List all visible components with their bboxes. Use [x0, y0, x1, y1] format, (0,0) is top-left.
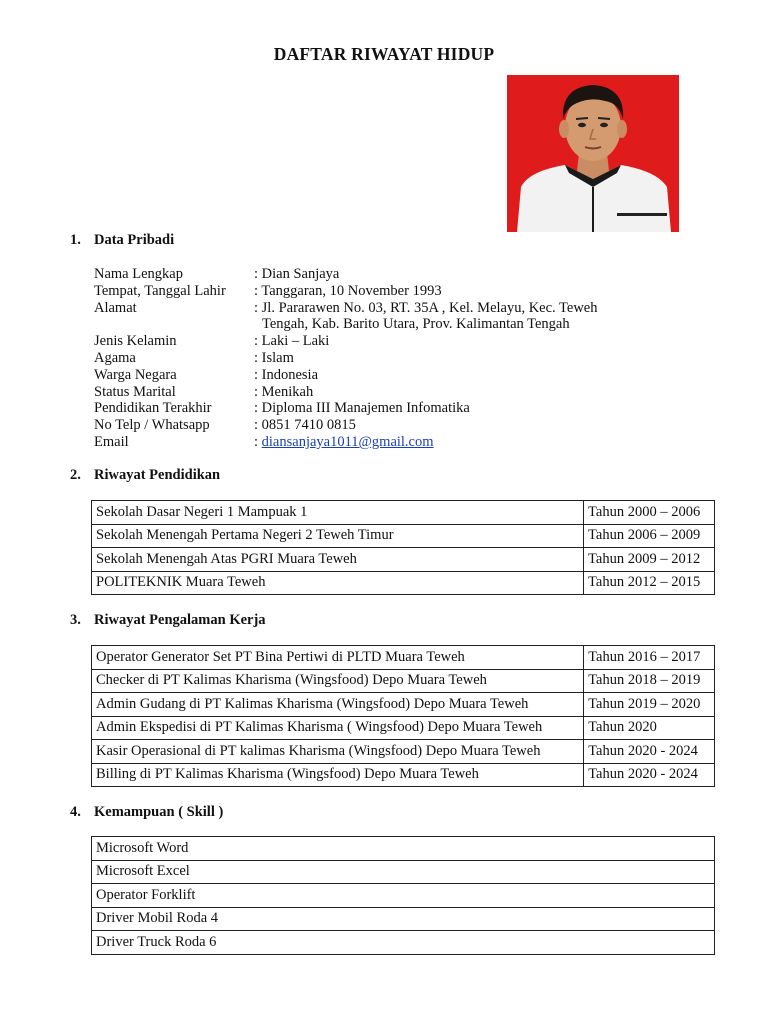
table-cell: POLITEKNIK Muara Teweh [92, 571, 584, 595]
section-number: 4. [70, 804, 81, 820]
table-cell: Tahun 2020 - 2024 [584, 763, 715, 787]
section-title: Kemampuan ( Skill ) [94, 804, 224, 820]
profile-photo [507, 75, 679, 232]
section-number: 3. [70, 612, 81, 628]
info-value: : Laki – Laki [254, 333, 330, 350]
info-label: Alamat [94, 299, 137, 316]
table-cell: Driver Mobil Roda 4 [92, 907, 715, 931]
info-label: Nama Lengkap [94, 266, 183, 282]
address-line-1: : Jl. Pararawen No. 03, RT. 35A , Kel. Melayu, Kec. Teweh [254, 299, 598, 316]
section-title: Data Pribadi [94, 232, 175, 248]
info-row-education [94, 400, 624, 417]
info-value: : Dian Sanjaya [254, 266, 340, 282]
table-cell: Billing di PT Kalimas Kharisma (Wingsfood) Depo Muara Teweh [92, 763, 584, 787]
skills-table [91, 836, 715, 955]
info-label: Email [94, 433, 129, 450]
table-cell: Microsoft Word [92, 837, 715, 861]
table-row [92, 931, 715, 955]
info-label: Jenis Kelamin [94, 333, 177, 350]
table-row [92, 860, 715, 884]
info-value: : Tanggaran, 10 November 1993 [254, 282, 442, 299]
education-table [91, 500, 715, 595]
table-cell: Tahun 2006 – 2009 [584, 524, 715, 548]
info-value: : Indonesia [254, 366, 319, 383]
table-row [92, 716, 715, 740]
table-cell: Admin Ekspedisi di PT Kalimas Kharisma ( Wingsfood) Depo Muara Teweh [92, 716, 584, 740]
table-cell: Tahun 2020 [584, 716, 715, 740]
section-work-heading [70, 612, 266, 629]
info-value: : 0851 7410 0815 [254, 417, 356, 434]
table-row [92, 524, 715, 548]
info-row-name [94, 266, 624, 283]
info-row-email [94, 434, 624, 451]
table-row [92, 501, 715, 525]
table-cell: Sekolah Dasar Negeri 1 Mampuak 1 [92, 501, 584, 525]
table-cell: Checker di PT Kalimas Kharisma (Wingsfood) Depo Muara Teweh [92, 669, 584, 693]
section-personal-heading [70, 232, 174, 249]
document-title: DAFTAR RIWAYAT HIDUP [273, 44, 495, 64]
table-row [92, 740, 715, 764]
info-value [254, 300, 624, 334]
info-label: No Telp / Whatsapp [94, 417, 210, 434]
table-row [92, 907, 715, 931]
personal-info [94, 266, 624, 451]
table-cell: Tahun 2009 – 2012 [584, 548, 715, 572]
info-row-citizen [94, 367, 624, 384]
table-cell: Tahun 2012 – 2015 [584, 571, 715, 595]
info-value [254, 434, 624, 451]
info-label: Status Marital [94, 383, 176, 400]
table-cell: Tahun 2018 – 2019 [584, 669, 715, 693]
table-cell: Operator Forklift [92, 884, 715, 908]
table-cell: Operator Generator Set PT Bina Pertiwi di PLTD Muara Teweh [92, 646, 584, 670]
info-row-phone [94, 417, 624, 434]
info-label: Agama [94, 349, 136, 366]
table-cell: Tahun 2016 – 2017 [584, 646, 715, 670]
info-row-religion [94, 350, 624, 367]
table-row [92, 571, 715, 595]
table-row [92, 646, 715, 670]
section-title: Riwayat Pengalaman Kerja [94, 612, 266, 628]
info-value: : Menikah [254, 383, 314, 400]
info-label: Warga Negara [94, 366, 177, 383]
table-row [92, 763, 715, 787]
table-cell: Tahun 2019 – 2020 [584, 693, 715, 717]
section-skills-heading [70, 804, 223, 821]
table-cell: Kasir Operasional di PT kalimas Kharisma (Wingsfood) Depo Muara Teweh [92, 740, 584, 764]
email-link[interactable]: diansanjaya1011@gmail.com [261, 433, 434, 450]
info-row-address [94, 300, 624, 334]
table-cell: Tahun 2020 - 2024 [584, 740, 715, 764]
table-cell: Microsoft Excel [92, 860, 715, 884]
work-table [91, 645, 715, 787]
table-row [92, 548, 715, 572]
address-line-2: Tengah, Kab. Barito Utara, Prov. Kalimantan Tengah [262, 316, 570, 333]
section-title: Riwayat Pendidikan [94, 467, 221, 483]
section-number: 2. [70, 467, 81, 483]
table-cell: Driver Truck Roda 6 [92, 931, 715, 955]
table-cell: Sekolah Menengah Atas PGRI Muara Teweh [92, 548, 584, 572]
table-row [92, 884, 715, 908]
table-cell: Admin Gudang di PT Kalimas Kharisma (Wingsfood) Depo Muara Teweh [92, 693, 584, 717]
table-row [92, 837, 715, 861]
info-label: Pendidikan Terakhir [94, 400, 212, 417]
info-label: Tempat, Tanggal Lahir [94, 282, 226, 299]
table-cell: Tahun 2000 – 2006 [584, 501, 715, 525]
info-value: : Islam [254, 349, 294, 366]
email-prefix: : [254, 433, 262, 450]
info-row-birth [94, 283, 624, 300]
person-portrait-icon [507, 75, 679, 232]
info-row-marital [94, 384, 624, 401]
table-row [92, 669, 715, 693]
section-education-heading [70, 467, 220, 484]
table-row [92, 693, 715, 717]
table-cell: Sekolah Menengah Pertama Negeri 2 Teweh Timur [92, 524, 584, 548]
section-number: 1. [70, 232, 81, 248]
info-row-gender [94, 333, 624, 350]
info-value: : Diploma III Manajemen Infomatika [254, 400, 470, 417]
